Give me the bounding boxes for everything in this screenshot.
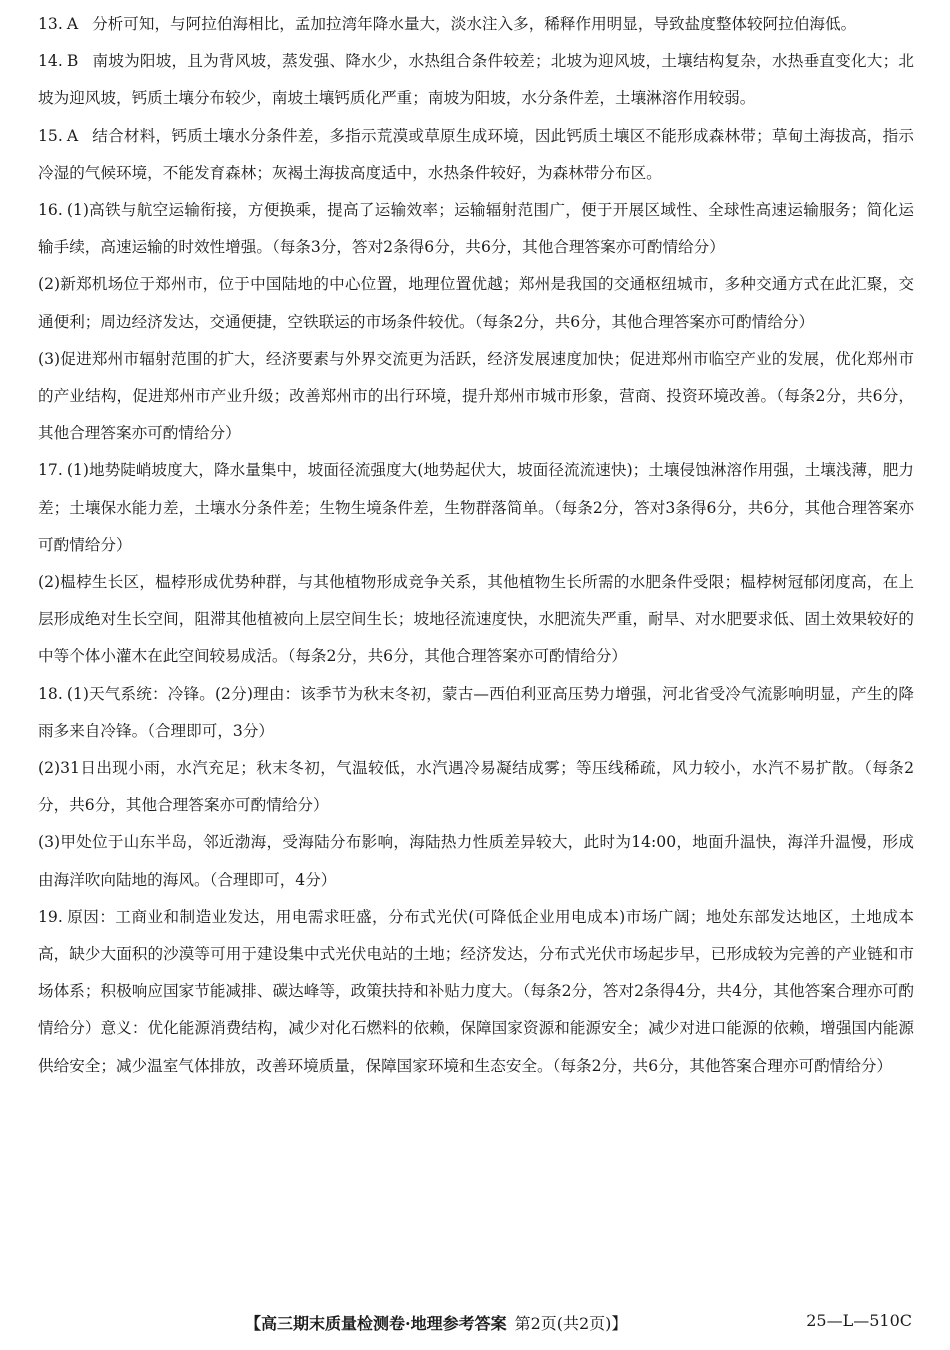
question-16-part-3: (3)促进郑州市辐射范围的扩大，经济要素与外界交流更为活跃，经济发展速度加快；促进郑州市临空产业的发展，优化郑州市的产业结构，促进郑州市产业升级；改善郑州市的出行环境，提升郑州市城市形象，营商、投资环境改善。（每条2分，共6分，其他合理答案亦可酌情给分）: [38, 349, 914, 443]
answer-text: (1)地势陡峭坡度大，降水量集中，坡面径流强度大(地势起伏大，坡面径流流速快)；土壤侵蚀淋溶作用强，土壤浅薄，肥力差；土壤保水能力差，土壤水分条件差；生物生境条件差，生物群落简单。（每条2分，答对3条得6分，共6分，其他合理答案亦可酌情给分）: [38, 461, 914, 554]
question-16-part-2: (2)新郑机场位于郑州市，位于中国陆地的中心位置，地理位置优越；郑州是我国的交通枢纽城市，多种交通方式在此汇聚，交通便利；周边经济发达，交通便捷，空铁联运的市场条件较优。（每条2分，共6分，其他合理答案亦可酌情给分）: [38, 275, 914, 331]
question-18-part-3: (3)甲处位于山东半岛，邻近渤海，受海陆分布影响，海陆热力性质差异较大，此时为14:00，地面升温快，海洋升温慢，形成由海洋吹向陆地的海风。（合理即可，4分）: [38, 833, 914, 889]
answer-letter: A: [66, 126, 79, 145]
answer-page: [38, 6, 914, 1085]
question-17-part-1: [38, 452, 914, 564]
question-14-text: [38, 43, 914, 117]
question-number: 15.: [38, 126, 63, 145]
footer-page-number: 第2页(共2页)】: [514, 1314, 628, 1333]
page-footer: [0, 1311, 950, 1341]
question-16-part-1: [38, 192, 914, 266]
question-16: [38, 192, 914, 452]
question-18-part-2: (2)31日出现小雨，水汽充足；秋末冬初，气温较低，水汽遇冷易凝结成雾；等压线稀疏，风力较小，水汽不易扩散。（每条2分，共6分，其他合理答案亦可酌情给分）: [38, 759, 914, 815]
answer-text: (1)天气系统：冷锋。(2分)理由：该季节为秋末冬初，蒙古—西伯利亚高压势力增强，河北省受冷气流影响明显，产生的降雨多来自冷锋。（合理即可，3分）: [38, 684, 914, 740]
footer-title-group: [245, 1311, 627, 1334]
question-15: [38, 118, 914, 192]
answer-letter: B: [66, 52, 79, 71]
question-number: 16.: [38, 201, 63, 220]
question-13: [38, 6, 914, 43]
answer-text: (1)高铁与航空运输衔接，方便换乘，提高了运输效率；运输辐射范围广，便于开展区域性、全球性高速运输服务；简化运输手续，高速运输的时效性增强。（每条3分，答对2条得6分，共6分，其他合理答案亦可酌情给分）: [38, 201, 914, 257]
explanation-text: 南坡为阳坡，且为背风坡，蒸发强、降水少，水热组合条件较差；北坡为迎风坡，土壤结构复杂，水热垂直变化大；北坡为迎风坡，钙质土壤分布较少，南坡土壤钙质化严重；南坡为阳坡，水分条件差，土壤淋溶作用较弱。: [38, 52, 914, 108]
question-19-text: [38, 899, 914, 1085]
question-number: 17.: [38, 461, 63, 480]
question-19: [38, 899, 914, 1085]
answer-letter: A: [66, 15, 79, 33]
question-18-part-1: [38, 676, 914, 750]
question-13-text: [38, 6, 914, 43]
question-number: 18.: [38, 684, 63, 703]
answer-text: 原因：工商业和制造业发达，用电需求旺盛，分布式光伏(可降低企业用电成本)市场广阔；地处东部发达地区，土地成本高，缺少大面积的沙漠等可用于建设集中式光伏电站的土地；经济发达，分布式光伏市场起步早，已形成较为完善的产业链和市场体系；积极响应国家节能减排、碳达峰等，政策扶持和补贴力度大。（每条2分，答对2条得4分，共4分，其他答案合理亦可酌情给分）意义：优化能源消费结构，减少对化石燃料的依赖，保障国家资源和能源安全；减少对进口能源的依赖，增强国内能源供给安全；减少温室气体排放，改善环境质量，保障国家环境和生态安全。（每条2分，共6分，其他答案合理亦可酌情给分）: [38, 907, 914, 1075]
question-number: 13.: [38, 15, 63, 33]
footer-title: 【高三期末质量检测卷·地理参考答案: [245, 1314, 507, 1333]
question-14: [38, 43, 914, 117]
explanation-text: 结合材料，钙质土壤水分条件差，多指示荒漠或草原生成环境，因此钙质土壤区不能形成森林带；草甸土海拔高，指示冷湿的气候环境，不能发育森林；灰褐土海拔高度适中，水热条件较好，为森林带分布区。: [38, 126, 914, 182]
question-number: 19.: [38, 907, 63, 926]
question-17: [38, 452, 914, 675]
question-number: 14.: [38, 52, 63, 71]
explanation-text: 分析可知，与阿拉伯海相比，孟加拉湾年降水量大，淡水注入多，稀释作用明显，导致盐度整体较阿拉伯海低。: [92, 15, 857, 33]
question-18: [38, 676, 914, 899]
question-17-part-2: (2)榅桲生长区，榅桲形成优势种群，与其他植物形成竞争关系，其他植物生长所需的水肥条件受限；榅桲树冠郁闭度高，在上层形成绝对生长空间，阻滞其他植被向上层空间生长；坡地径流速度快，水肥流失严重，耐旱、对水肥要求低、固土效果较好的中等个体小灌木在此空间较易成活。（每条2分，共6分，其他合理答案亦可酌情给分）: [38, 573, 914, 666]
question-15-text: [38, 118, 914, 192]
footer-code: 25—L—510C: [806, 1311, 912, 1330]
